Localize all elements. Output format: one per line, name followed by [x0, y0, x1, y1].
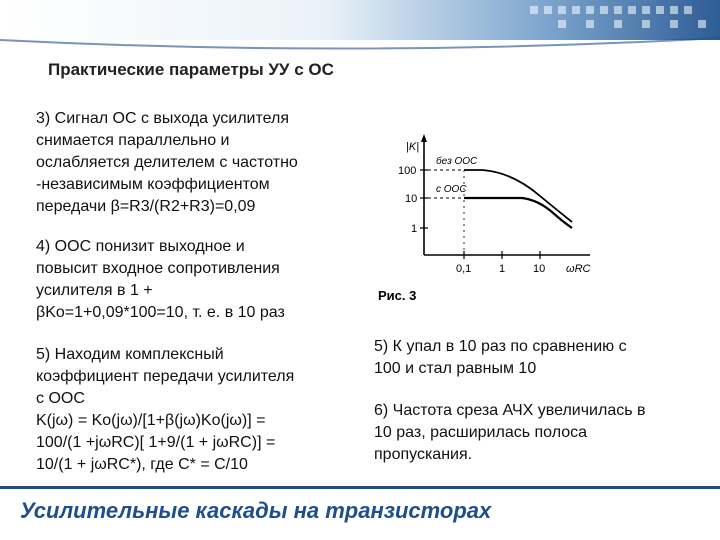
x-tick-label: 0,1: [456, 263, 472, 275]
y-tick-label: 1: [411, 223, 418, 235]
footer-divider: [0, 486, 720, 489]
text-line: 3) Сигнал ОС с выхода усилителя: [36, 110, 289, 127]
text-line: βKо=1+0,09*100=10, т. е. в 10 раз: [36, 304, 285, 321]
x-tick-label: 1: [499, 263, 506, 275]
text-line: 100 и стал равным 10: [374, 360, 537, 377]
frequency-response-svg: [372, 130, 600, 310]
text-line: 5) К упал в 10 раз по сравнению с: [374, 338, 627, 355]
text-line: 4) ООС понизит выходное и: [36, 238, 245, 255]
text-line: 5) Находим комплексный: [36, 346, 224, 363]
text-line: K(jω) = Kо(jω)/[1+β(jω)Kо(jω)] =: [36, 412, 266, 429]
text-line: пропускания.: [374, 446, 473, 463]
frequency-response-figure: [372, 130, 600, 310]
text-line: 100/(1 +jωRC)[ 1+9/(1 + jωRC)] =: [36, 434, 276, 451]
x-axis-label: ωRC: [566, 263, 591, 275]
figure-caption: Рис. 3: [378, 288, 417, 303]
text-line: повысит входное сопротивления: [36, 260, 280, 277]
text-line: ослабляется делителем с частотно: [36, 154, 298, 171]
footer-bar: [0, 486, 720, 540]
slide-title: Практические параметры УУ с ОС: [48, 60, 334, 79]
text-line: снимается параллельно и: [36, 132, 230, 149]
curve-label-without-feedback: без ООС: [436, 156, 478, 167]
y-tick-label: 100: [398, 165, 417, 177]
text-line: 10/(1 + jωRC*), где C* = C/10: [36, 456, 248, 473]
y-axis-arrow: [421, 134, 427, 142]
text-line: усилителя в 1 +: [36, 282, 153, 299]
text-line: -независимым коэффициентом: [36, 176, 270, 193]
curve-label-with-feedback: с ООС: [436, 184, 467, 195]
paragraph-feedback-signal: [36, 108, 298, 218]
text-line: передачи β=R3/(R2+R3)=0,09: [36, 198, 256, 215]
text-line: коэффициент передачи усилителя: [36, 368, 295, 385]
text-line: с ООС: [36, 390, 85, 407]
text-line: 6) Частота среза АЧХ увеличилась в: [374, 402, 646, 419]
header-band: [0, 0, 720, 58]
text-line: 10 раз, расширилась полоса: [374, 424, 588, 441]
paragraph-impedance: [36, 236, 285, 324]
paragraph-gain-drop: [374, 336, 627, 380]
header-decoration: [0, 0, 720, 58]
y-tick-label: 10: [405, 193, 418, 205]
paragraph-cutoff-frequency: [374, 400, 646, 466]
y-axis-label: |K|: [406, 141, 420, 153]
footer-title: Усилительные каскады на транзисторах: [20, 498, 492, 523]
paragraph-transfer-function: [36, 344, 294, 476]
curve-with-feedback: [464, 198, 572, 228]
x-tick-label: 10: [533, 263, 546, 275]
